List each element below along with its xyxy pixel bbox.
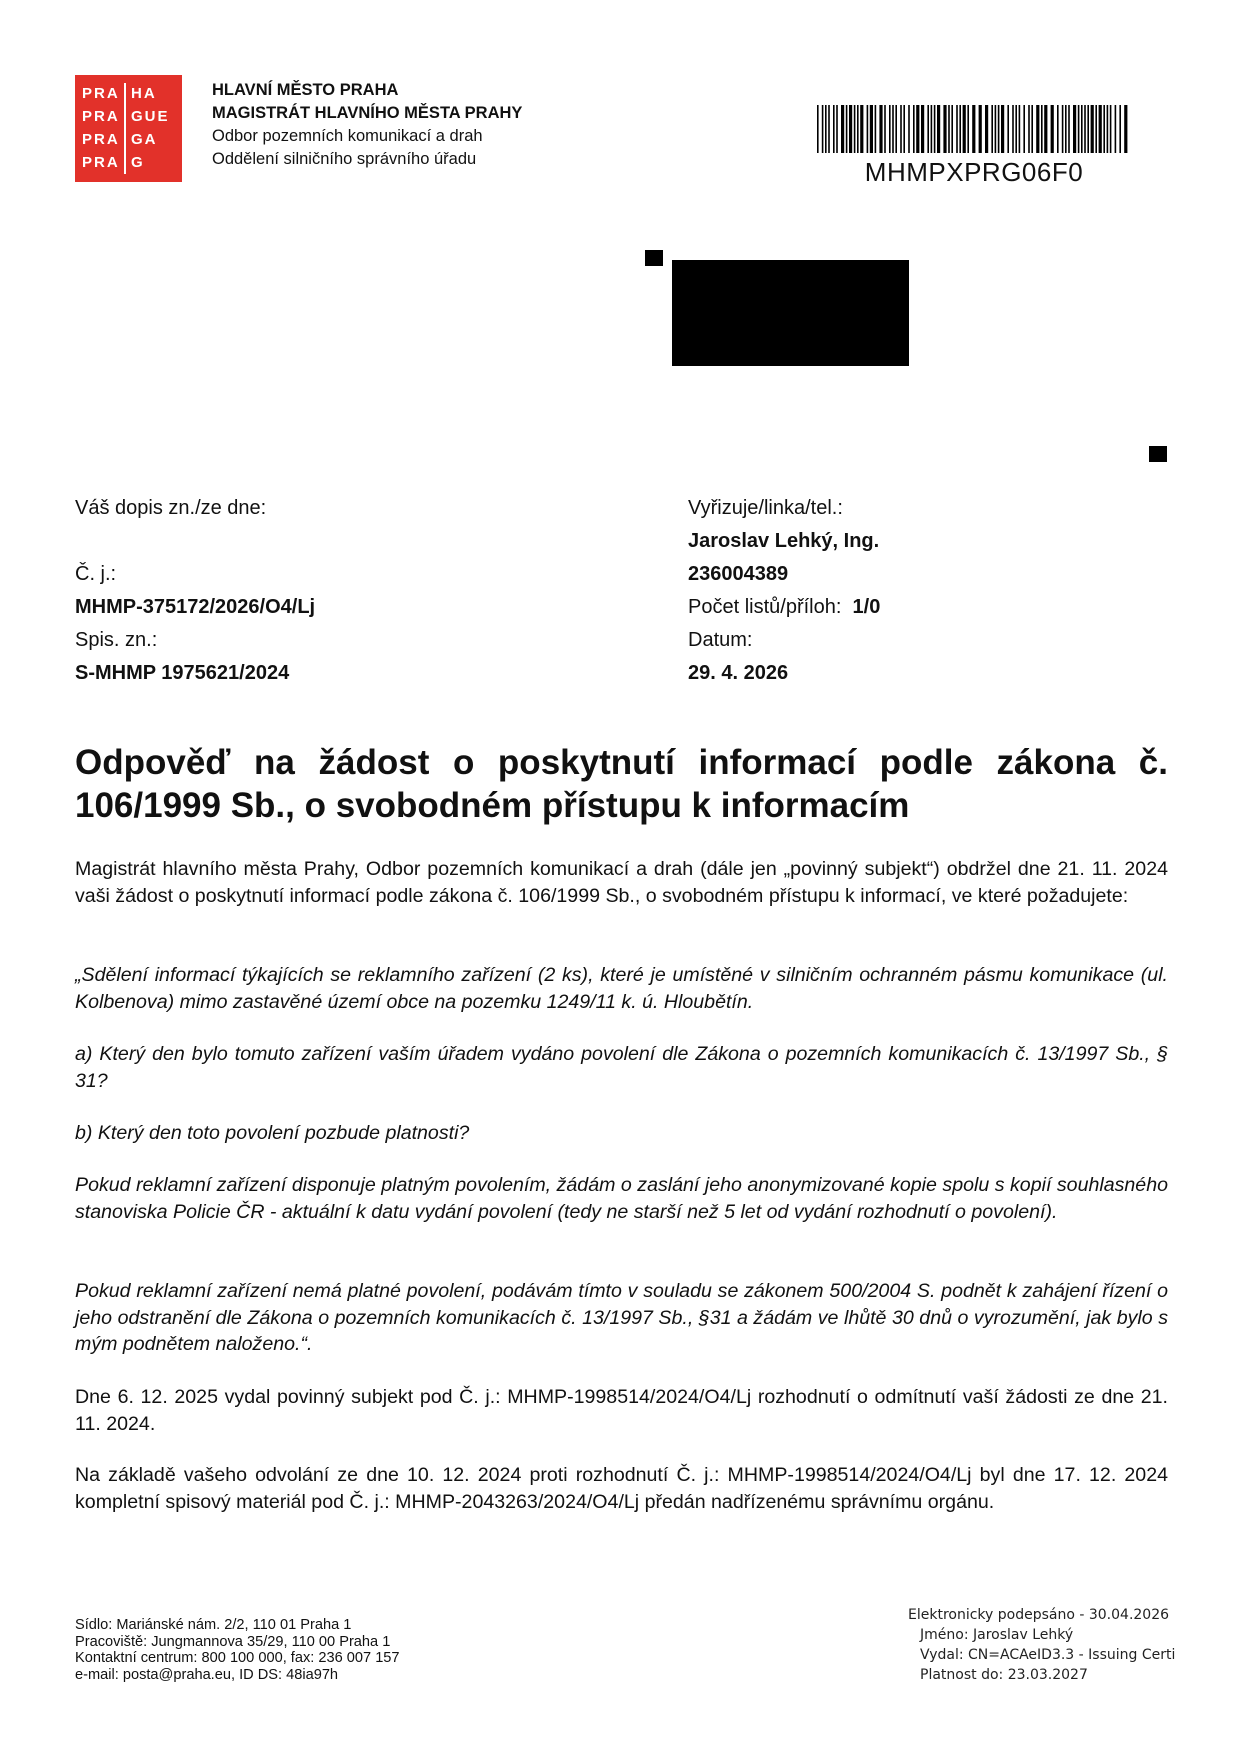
quoted-initiative: Pokud reklamní zařízení nemá platné povolení, podávám tímto v souladu se zákonem 500/2004 S. podnět k zahájení řízení o jeho odstranění dle Zákona o pozemních komunikacích č. 13/1997 Sb., §31 a žádám ve lhůtě 30 dnů o vyrozumění, jak bylo s mým podnětem naloženo.“. [75, 1280, 1168, 1355]
sheets-row [688, 591, 880, 624]
barcode [817, 105, 1131, 153]
barcode-bar [948, 105, 950, 153]
signature-name: Jméno: Jaroslav Lehký [920, 1627, 1074, 1643]
electronic-signature [908, 1605, 1175, 1685]
barcode-bar [875, 105, 877, 153]
barcode-bar [828, 105, 830, 153]
logo-row [75, 129, 182, 151]
barcode-bar [991, 105, 993, 153]
prague-logo [75, 75, 182, 182]
barcode-bar [833, 105, 835, 153]
barcode-bar [1051, 105, 1054, 153]
barcode-bar [985, 105, 988, 153]
barcode-bar [963, 105, 966, 153]
barcode-bar [879, 105, 882, 153]
org-section: Oddělení silničního správního úřadu [212, 150, 477, 168]
barcode-bar [1107, 105, 1109, 153]
barcode-bar [867, 105, 869, 153]
barcode-bar [1062, 105, 1064, 153]
barcode-bar [934, 105, 936, 153]
barcode-bar [959, 105, 961, 153]
barcode-bar [921, 105, 924, 153]
fold-mark [1149, 446, 1167, 462]
barcode-bar [841, 105, 844, 153]
footer-seat: Sídlo: Mariánské nám. 2/2, 110 01 Praha 1 [75, 1617, 352, 1633]
signature-validity: Platnost do: 23.03.2027 [920, 1667, 1088, 1683]
barcode-bar [943, 105, 946, 153]
signature-issuer: Vydal: CN=ACAeID3.3 - Issuing Certi [920, 1647, 1176, 1663]
barcode-bar [1007, 105, 1009, 153]
logo-text: PRA [82, 131, 120, 148]
barcode-bar [1078, 105, 1080, 153]
barcode-bar [857, 105, 859, 153]
barcode-bar [937, 105, 940, 153]
barcode-bar [956, 105, 958, 153]
your-letter-label: Váš dopis zn./ze dne: [75, 497, 267, 519]
spis-label: Spis. zn.: [75, 629, 158, 651]
barcode-bar [884, 105, 886, 153]
date-label: Datum: [688, 629, 753, 651]
barcode-bar [1019, 105, 1021, 153]
footer-contact: Kontaktní centrum: 800 100 000, fax: 236 007 157 [75, 1650, 400, 1666]
barcode-bar [1023, 105, 1025, 153]
barcode-bar [854, 105, 856, 153]
logo-text: G [131, 154, 145, 171]
barcode-bar [822, 105, 824, 153]
barcode-bar [1099, 105, 1102, 153]
barcode-bar [1065, 105, 1067, 153]
barcode-bar [892, 105, 894, 153]
footer-address [75, 1617, 400, 1683]
barcode-bar [903, 105, 905, 153]
reference-block [75, 492, 315, 690]
barcode-bar [908, 105, 910, 153]
spis-value: S-MHMP 1975621/2024 [75, 662, 290, 684]
barcode-bar [1119, 105, 1121, 153]
barcode-bar [870, 105, 873, 153]
barcode-bar [998, 105, 1000, 153]
barcode-number: MHMPXPRG06F0 [864, 157, 1084, 187]
cj-label: Č. j.: [75, 563, 117, 585]
paragraph-intro: Magistrát hlavního města Prahy, Odbor pozemních komunikací a drah (dále jen „povinný subjekt“) obdržel dne 21. 11. 2024 vaši žádost o poskytnutí informací podle zákona č. 106/1999 Sb., o svobodném přístupu k informací, ve které požadujete: [75, 858, 1168, 907]
organization-header [212, 79, 632, 171]
barcode-bar [1110, 105, 1112, 153]
logo-row [75, 106, 182, 128]
org-name: HLAVNÍ MĚSTO PRAHA [212, 81, 399, 99]
barcode-bar [817, 105, 819, 153]
barcode-bar [1103, 105, 1105, 153]
barcode-bar [836, 105, 838, 153]
org-department: Odbor pozemních komunikací a drah [212, 127, 483, 145]
barcode-bar [951, 105, 953, 153]
quoted-question-a: a) Který den bylo tomuto zařízení vaším úřadem vydáno povolení dle Zákona o pozemních komunikacích č. 13/1997 Sb., § 31? [75, 1043, 1168, 1092]
barcode-bar [825, 105, 827, 153]
barcode-bar [1028, 105, 1030, 153]
barcode-bar [1015, 105, 1017, 153]
sheets-label: Počet listů/příloh: [688, 596, 842, 618]
barcode-bar [972, 105, 975, 153]
contact-block [688, 492, 880, 690]
footer-office: Pracoviště: Jungmannova 35/29, 110 00 Praha 1 [75, 1633, 391, 1650]
org-magistrate: MAGISTRÁT HLAVNÍHO MĚSTA PRAHY [212, 104, 523, 122]
spacer [75, 525, 315, 558]
barcode-bar [1041, 105, 1043, 153]
barcode-bar [1068, 105, 1070, 153]
barcode-bar [1095, 105, 1097, 153]
address-corner-mark [645, 250, 663, 266]
logo-text: GUE [131, 108, 170, 125]
logo-text: PRA [82, 85, 120, 102]
barcode-bar [1012, 105, 1014, 153]
cj-value: MHMP-375172/2026/O4/Lj [75, 596, 316, 618]
date-value: 29. 4. 2026 [688, 662, 789, 684]
logo-text: GA [131, 131, 158, 148]
barcode-bar [1036, 105, 1039, 153]
paragraph-appeal: Na základě vašeho odvolání ze dne 10. 12. 2024 proti rozhodnutí Č. j.: MHMP-1998514/2024/O4/Lj byl dne 17. 12. 2024 kompletní spisový materiál pod Č. j.: MHMP-2043263/2024/O4/Lj předán nadřízenému správnímu orgánu. [75, 1464, 1168, 1513]
quoted-copy-request: Pokud reklamní zařízení disponuje platným povolením, žádám o zaslání jeho anonymizované kopie spolu s kopií souhlasného stanoviska Policie ČR - aktuální k datu vydání povolení (tedy ne starší než 5 let od vydání rozhodnutí o povolení). [75, 1174, 1168, 1223]
barcode-bar [1044, 105, 1047, 153]
logo-row [75, 83, 182, 105]
quoted-question-b: b) Který den toto povolení pozbude platnosti? [75, 1122, 470, 1144]
barcode-bar [1081, 105, 1083, 153]
handler-name: Jaroslav Lehký, Ing. [688, 530, 880, 552]
logo-text: PRA [82, 108, 120, 125]
barcode-bar [1001, 105, 1004, 153]
handler-phone: 236004389 [688, 563, 789, 585]
barcode-bar [1031, 105, 1033, 153]
logo-row [75, 152, 182, 174]
handler-label: Vyřizuje/linka/tel.: [688, 497, 843, 519]
barcode-bar [1057, 105, 1059, 153]
barcode-bar [895, 105, 897, 153]
barcode-bar [889, 105, 891, 153]
signature-signed: Elektronicky podepsáno - 30.04.2026 [908, 1607, 1170, 1623]
barcode-bar [927, 105, 929, 153]
paragraph-decision: Dne 6. 12. 2025 vydal povinný subjekt pod Č. j.: MHMP-1998514/2024/O4/Lj rozhodnutí o odmítnutí vaší žádosti ze dne 21. 11. 2024. [75, 1386, 1168, 1435]
barcode-bar [1084, 105, 1086, 153]
quoted-request: „Sdělení informací týkajících se reklamního zařízení (2 ks), které je umístěné v silničním ochranném pásmu komunikace (ul. Kolbenova) mimo zastavěné území obce na pozemku 1249/11 k. ú. Hloubětín. [75, 964, 1168, 1013]
barcode-bar [1091, 105, 1094, 153]
barcode-bar [967, 105, 969, 153]
barcode-bar [860, 105, 863, 153]
barcode-bar [1073, 105, 1076, 153]
logo-text: PRA [82, 154, 120, 171]
barcode-bar [1115, 105, 1117, 153]
barcode-bar [916, 105, 919, 153]
sheets-value: 1/0 [852, 596, 881, 618]
barcode-bar [849, 105, 852, 153]
barcode-bar [1087, 105, 1089, 153]
barcode-bar [913, 105, 915, 153]
barcode-bar [931, 105, 933, 153]
footer-email: e-mail: posta@praha.eu, ID DS: 48ia97h [75, 1666, 339, 1683]
logo-text: HA [131, 85, 157, 102]
document-title: Odpověď na žádost o poskytnutí informací podle zákona č. 106/1999 Sb., o svobodném přístupu k informacím [75, 743, 1168, 825]
barcode-bar [1124, 105, 1127, 153]
barcode-bar [979, 105, 982, 153]
barcode-bar [900, 105, 902, 153]
barcode-bar [846, 105, 848, 153]
redacted-address [672, 260, 909, 366]
barcode-bar [995, 105, 997, 153]
